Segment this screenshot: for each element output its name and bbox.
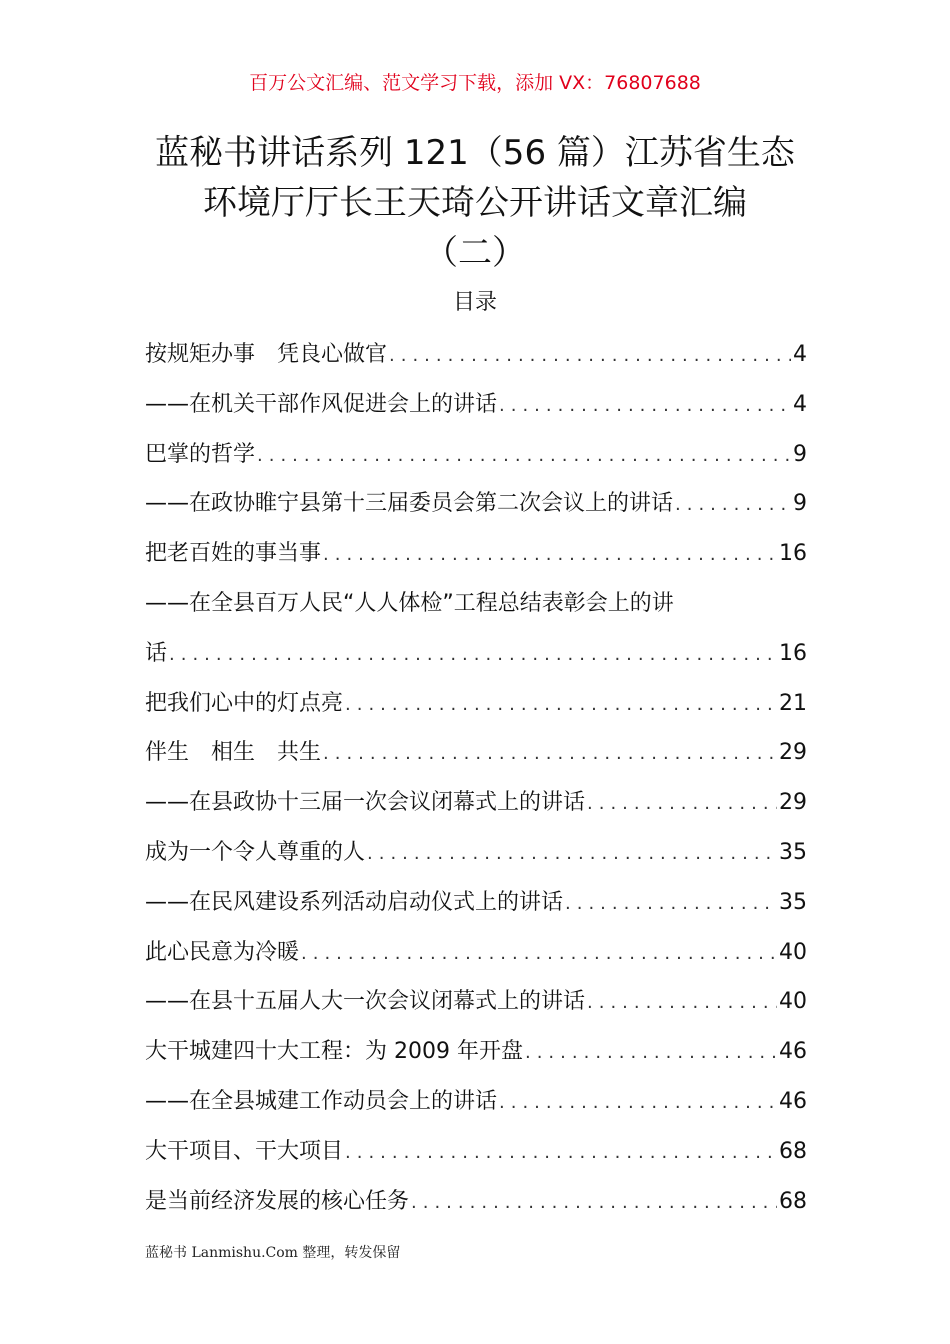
toc-leader-dots	[345, 680, 777, 729]
toc-page-number: 68	[779, 1138, 807, 1164]
toc-entry[interactable]	[145, 529, 807, 579]
header-banner: 百万公文汇编、范文学习下载，添加 VX：76807688	[249, 72, 701, 94]
title-line: （二）	[424, 233, 526, 273]
table-of-contents	[145, 330, 807, 1226]
toc-leader-dots	[587, 779, 777, 828]
toc-leader-dots	[345, 1128, 777, 1177]
title-line: 蓝秘书讲话系列 121（56 篇）江苏省生态	[155, 133, 795, 173]
toc-entry-title: 话	[145, 640, 168, 666]
toc-leader-dots	[323, 729, 777, 778]
toc-leader-dots	[499, 1078, 777, 1127]
toc-entry-title: ——在县十五届人大一次会议闭幕式上的讲话	[145, 989, 586, 1015]
toc-entry-title: 成为一个令人尊重的人	[145, 839, 366, 865]
toc-entry-title: 巴掌的哲学	[145, 441, 256, 467]
toc-entry-title: 是当前经济发展的核心任务	[145, 1188, 410, 1214]
toc-page-number: 16	[779, 541, 807, 567]
toc-entry[interactable]	[145, 430, 807, 480]
toc-heading: 目录	[452, 290, 497, 315]
document-title	[100, 128, 850, 278]
toc-entry[interactable]	[145, 928, 807, 978]
footer-note: 蓝秘书 Lanmishu.Com 整理，转发保留	[145, 1245, 401, 1261]
toc-leader-dots	[499, 381, 791, 430]
toc-entry-title: 大干城建四十大工程：为 2009 年开盘	[145, 1039, 523, 1065]
toc-page-number: 21	[779, 690, 807, 716]
toc-entry-title: 大干项目、干大项目	[145, 1138, 344, 1164]
toc-entry[interactable]	[145, 828, 807, 878]
toc-entry[interactable]	[145, 679, 807, 729]
toc-leader-dots	[257, 431, 791, 480]
toc-page-number: 35	[779, 889, 807, 915]
toc-entry[interactable]	[145, 479, 807, 529]
toc-entry-title: ——在政协睢宁县第十三届委员会第二次会议上的讲话	[145, 491, 674, 517]
toc-entry-title: 把老百姓的事当事	[145, 541, 322, 567]
toc-entry[interactable]	[145, 330, 807, 380]
toc-leader-dots	[411, 1178, 777, 1227]
toc-entry-title: 伴生 相生 共生	[145, 740, 322, 766]
toc-entry[interactable]	[145, 1077, 807, 1127]
toc-entry[interactable]	[145, 1177, 807, 1227]
toc-entry[interactable]	[145, 878, 807, 928]
toc-entry-title: ——在民风建设系列活动启动仪式上的讲话	[145, 889, 564, 915]
toc-page-number: 4	[793, 391, 807, 417]
toc-entry-title: ——在县政协十三届一次会议闭幕式上的讲话	[145, 790, 586, 816]
toc-entry[interactable]	[145, 380, 807, 430]
toc-entry[interactable]	[145, 579, 807, 629]
toc-leader-dots	[389, 331, 791, 380]
toc-entry-title: 按规矩办事 凭良心做官	[145, 342, 388, 367]
toc-page-number: 68	[779, 1188, 807, 1214]
toc-entry-title: 把我们心中的灯点亮	[145, 690, 344, 716]
toc-entry-title: ——在全县城建工作动员会上的讲话	[145, 1088, 498, 1114]
toc-page-number: 29	[779, 790, 807, 816]
toc-leader-dots	[301, 929, 777, 978]
toc-page-number: 46	[779, 1039, 807, 1065]
toc-leader-dots	[323, 530, 777, 579]
toc-page-number: 40	[779, 989, 807, 1015]
toc-entry-title: ——在机关干部作风促进会上的讲话	[145, 391, 498, 417]
toc-leader-dots	[169, 630, 777, 679]
toc-page-number: 9	[793, 491, 807, 517]
toc-page-number: 9	[793, 441, 807, 467]
toc-leader-dots	[565, 879, 777, 928]
toc-page-number: 46	[779, 1088, 807, 1114]
toc-page-number: 16	[779, 640, 807, 666]
toc-entry[interactable]	[145, 977, 807, 1027]
toc-entry-title: 此心民意为冷暖	[145, 939, 300, 965]
toc-leader-dots	[587, 978, 777, 1027]
toc-entry[interactable]	[145, 629, 807, 679]
toc-entry[interactable]	[145, 1127, 807, 1177]
toc-entry[interactable]	[145, 778, 807, 828]
title-line: 环境厅厅长王天琦公开讲话文章汇编	[203, 183, 747, 223]
toc-entry[interactable]	[145, 1027, 807, 1077]
toc-leader-dots	[525, 1028, 777, 1077]
toc-page-number: 29	[779, 740, 807, 766]
toc-leader-dots	[367, 829, 777, 878]
toc-page-number: 35	[779, 839, 807, 865]
toc-leader-dots	[675, 480, 791, 529]
toc-page-number: 4	[793, 342, 807, 367]
toc-page-number: 40	[779, 939, 807, 965]
toc-entry-title: ——在全县百万人民“人人体检”工程总结表彰会上的讲	[145, 590, 674, 616]
toc-entry[interactable]	[145, 728, 807, 778]
